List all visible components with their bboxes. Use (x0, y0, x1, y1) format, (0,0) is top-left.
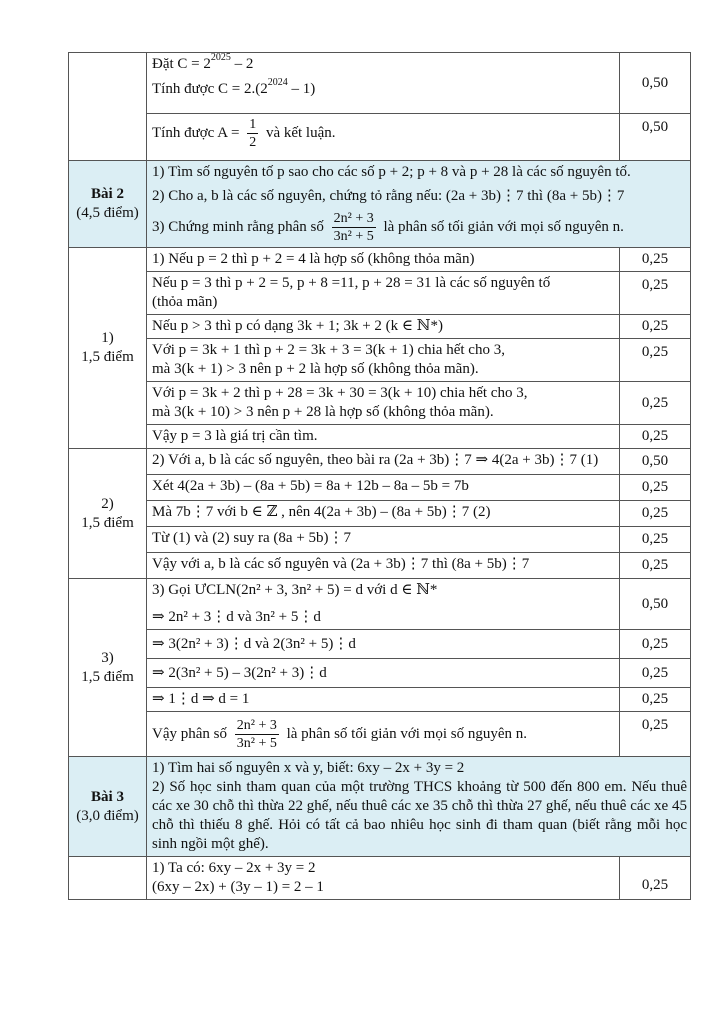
grading-table (68, 52, 691, 900)
table-row (69, 553, 691, 579)
table-row (69, 579, 691, 630)
answer-key-page (68, 52, 690, 900)
score-cell: 0,25 (620, 712, 691, 757)
table-row (69, 501, 691, 527)
problem-header-row (69, 161, 691, 248)
part-label: 2) 1,5 điểm (69, 449, 147, 579)
table-row (69, 475, 691, 501)
score-cell: 0,25 (620, 553, 691, 579)
table-row (69, 114, 691, 161)
score-cell: 0,50 (620, 114, 691, 161)
score-cell: 0,25 (620, 272, 691, 315)
solution-cell: Nếu p > 3 thì p có dạng 3k + 1; 3k + 2 (k ∈ ℕ*) (147, 315, 620, 339)
score-cell: 0,50 (620, 53, 691, 114)
score-cell: 0,25 (620, 339, 691, 382)
table-row (69, 527, 691, 553)
solution-cell: 1) Ta có: 6xy – 2x + 3y = 2 (6xy – 2x) + (3y – 1) = 2 – 1 (147, 857, 620, 900)
score-cell: 0,25 (620, 382, 691, 425)
table-row (69, 382, 691, 425)
label-cell-empty (69, 53, 147, 161)
fraction: $\frac{\text{2n² + 3}}{\text{3n² + 5}}$ (236, 717, 277, 751)
table-row (69, 659, 691, 688)
fraction: $\frac{1}{2}$ (249, 117, 257, 150)
solution-cell: Tính được A = $\frac{1}{2}$ và kết luận. (147, 114, 620, 161)
problem-label: Bài 3 (3,0 điểm) (69, 757, 147, 857)
table-row (69, 857, 691, 900)
score-cell: 0,25 (620, 688, 691, 712)
part-label: 3) 1,5 điểm (69, 579, 147, 757)
score-cell: 0,25 (620, 248, 691, 272)
problem-statement: 1) Tìm hai số nguyên x và y, biết: 6xy – 2x + 3y = 2 2) Số học sinh tham quan của một trường THCS khoảng từ 500 đến 800 em. Nếu thuê các xe 30 chỗ thì thừa 22 ghế, nếu thuê các xe 35 chỗ thì thừa 27 ghế, nếu thuê các xe 45 chỗ thì thiếu 8 ghế. Hỏi có tất cả bao nhiêu học sinh đi tham quan (biết rằng mỗi học sinh ngồi một ghế). (147, 757, 691, 857)
problem-statement: 1) Tìm số nguyên tố p sao cho các số p + 2; p + 8 và p + 28 là các số nguyên tố. 2) Cho a, b là các số nguyên, chứng tỏ rằng nếu: (2a + 3b)⋮7 thì (8a + 5b)⋮7 3) Chứng minh rằng phân số $\frac{\text{2n² + 3}}{\text{3n² + 5}}$ là phân số tối giản với mọi số nguyên n. (147, 161, 691, 248)
solution-cell: 1) Nếu p = 2 thì p + 2 = 4 là hợp số (không thỏa mãn) (147, 248, 620, 272)
score-cell: 0,25 (620, 501, 691, 527)
score-cell: 0,25 (620, 659, 691, 688)
table-row (69, 339, 691, 382)
problem-label: Bài 2 (4,5 điểm) (69, 161, 147, 248)
score-cell: 0,25 (620, 425, 691, 449)
solution-cell: Vậy p = 3 là giá trị cần tìm. (147, 425, 620, 449)
table-row (69, 449, 691, 475)
solution-cell: Vậy phân số $\frac{\text{2n² + 3}}{\text{3n² + 5}}$ là phân số tối giản với mọi số nguyên n. (147, 712, 620, 757)
solution-cell: Đặt $C = 2^{2025} - 2$ Tính được $C = 2.(2^{2024} - 1)$ (147, 53, 620, 114)
table-row (69, 630, 691, 659)
score-cell: 0,25 (620, 630, 691, 659)
score-cell: 0,25 (620, 315, 691, 339)
solution-cell: 2) Với a, b là các số nguyên, theo bài ra (2a + 3b)⋮7 ⇒ 4(2a + 3b)⋮7 (1) (147, 449, 620, 475)
score-cell: 0,50 (620, 579, 691, 630)
label-cell-empty (69, 857, 147, 900)
solution-cell: Với p = 3k + 1 thì p + 2 = 3k + 3 = 3(k + 1) chia hết cho 3, mà 3(k + 1) > 3 nên p + 2 là hợp số (không thỏa mãn). (147, 339, 620, 382)
solution-cell: Nếu p = 3 thì p + 2 = 5, p + 8 =11, p + 28 = 31 là các số nguyên tố (thỏa mãn) (147, 272, 620, 315)
solution-cell: ⇒ 3(2n² + 3)⋮d và 2(3n² + 5)⋮d (147, 630, 620, 659)
solution-cell: Từ (1) và (2) suy ra (8a + 5b)⋮7 (147, 527, 620, 553)
score-cell: 0,25 (620, 857, 691, 900)
solution-cell: Xét 4(2a + 3b) – (8a + 5b) = 8a + 12b – 8a – 5b = 7b (147, 475, 620, 501)
fraction: $\frac{\text{2n² + 3}}{\text{3n² + 5}}$ (333, 211, 374, 244)
table-row (69, 712, 691, 757)
table-row (69, 425, 691, 449)
score-cell: 0,25 (620, 527, 691, 553)
score-cell: 0,50 (620, 449, 691, 475)
table-row (69, 688, 691, 712)
solution-cell: Mà 7b⋮7 với b ∈ ℤ , nên 4(2a + 3b) – (8a + 5b)⋮7 (2) (147, 501, 620, 527)
part-label: 1) 1,5 điểm (69, 248, 147, 449)
table-row (69, 315, 691, 339)
solution-cell: ⇒ 1⋮d ⇒ d = 1 (147, 688, 620, 712)
table-row (69, 53, 691, 114)
solution-cell: Vậy với a, b là các số nguyên và (2a + 3b)⋮7 thì (8a + 5b)⋮7 (147, 553, 620, 579)
table-row (69, 272, 691, 315)
score-cell: 0,25 (620, 475, 691, 501)
solution-cell: Với p = 3k + 2 thì p + 28 = 3k + 30 = 3(k + 10) chia hết cho 3, mà 3(k + 10) > 3 nên p + 28 là hợp số (không thỏa mãn). (147, 382, 620, 425)
solution-cell: ⇒ 2(3n² + 5) – 3(2n² + 3)⋮d (147, 659, 620, 688)
table-row (69, 248, 691, 272)
solution-cell: 3) Gọi ƯCLN(2n² + 3, 3n² + 5) = d với d ∈ ℕ* ⇒ 2n² + 3⋮d và 3n² + 5⋮d (147, 579, 620, 630)
problem-header-row (69, 757, 691, 857)
